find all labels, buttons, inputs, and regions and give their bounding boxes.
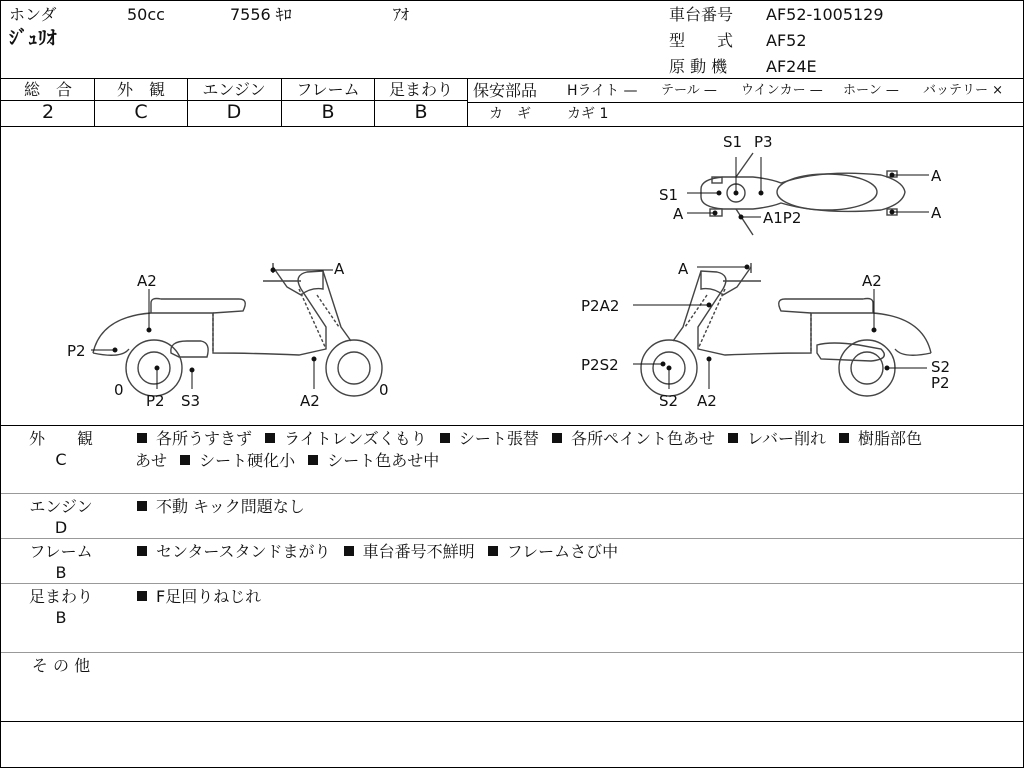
comment-item: シート色あせ中: [300, 451, 439, 470]
diagram-label: S2: [659, 392, 679, 410]
diagram-label: A1P2: [763, 209, 802, 227]
grade-suspension: B: [414, 101, 428, 123]
diagram-label: S1: [659, 186, 679, 204]
diagram-label: P3: [754, 133, 773, 151]
diagram-label: P2S2: [581, 356, 619, 374]
grade-suspension-label: 足まわり: [388, 80, 453, 99]
taillight-status: テール —: [661, 83, 717, 98]
comment-item: シート張替: [432, 429, 539, 448]
comment-item: 車台番号不鮮明: [336, 542, 475, 561]
divider: [1, 721, 1023, 722]
battery-status: バッテリー ×: [923, 83, 1004, 98]
grade-engine-label: エンジン: [202, 80, 266, 99]
key-label: カ ギ: [489, 106, 531, 122]
comment-item: シート硬化小: [172, 451, 295, 470]
comment-item: F足回りねじれ: [137, 587, 261, 606]
color: ｱｵ: [393, 5, 410, 24]
safety-parts-label: 保安部品: [473, 81, 538, 100]
comment-item: 不動 キック問題なし: [137, 497, 305, 516]
mileage: 7556 ｷﾛ: [230, 5, 292, 24]
diagram-label: A: [678, 260, 689, 278]
comment-engine-label: エンジン: [29, 497, 93, 516]
diagram-label: P2: [931, 374, 950, 392]
diagram-label: A: [931, 167, 942, 185]
diagram-label: A2: [137, 272, 157, 290]
exterior-items-line1: [137, 430, 922, 448]
scooter-right-view: [641, 263, 931, 396]
diagram-label: S3: [181, 392, 201, 410]
divider: [187, 78, 188, 126]
diagram-label: P2A2: [581, 297, 620, 315]
winker-status: ウインカー —: [741, 83, 823, 98]
comment-item: センタースタンドまがり: [137, 542, 331, 561]
grade-engine: D: [226, 101, 242, 123]
grade-exterior-label: 外 観: [116, 80, 165, 99]
grade-exterior: C: [134, 101, 148, 123]
comment-suspension-label: 足まわり: [28, 587, 93, 606]
diagram-label: A: [673, 205, 684, 223]
headlight-status: Hライト —: [567, 83, 638, 99]
grade-total-label: 総 合: [23, 80, 72, 99]
model-name: ｼﾞｭﾘｵ: [9, 27, 57, 49]
grade-frame: B: [321, 101, 335, 123]
comment-item: ライトレンズくもり: [257, 429, 427, 448]
model-type-label: 型 式: [669, 31, 734, 50]
divider: [1, 652, 1023, 653]
comment-frame-grade: B: [55, 563, 67, 582]
comment-suspension-grade: B: [55, 608, 67, 627]
divider: [374, 78, 375, 126]
comment-other-label: そ の 他: [31, 656, 91, 675]
comment-item: 樹脂部色: [831, 429, 922, 448]
divider: [467, 102, 1023, 103]
displacement: 50cc: [127, 5, 165, 24]
grade-frame-label: フレーム: [296, 80, 360, 99]
comment-item-continuation: あせ: [135, 451, 168, 470]
model-type: AF52: [766, 31, 807, 50]
divider: [1, 538, 1023, 539]
engine-items: [137, 498, 305, 516]
frame-number-label: 車台番号: [669, 5, 734, 24]
diagram-label: S2: [931, 358, 951, 376]
comment-exterior-grade: C: [55, 450, 67, 469]
diagram-label: S1: [723, 133, 743, 151]
engine-model-label: 原 動 機: [669, 57, 728, 76]
frame-number: AF52-1005129: [766, 5, 884, 24]
key-value: カギ 1: [567, 106, 609, 122]
diagram-label: 0: [114, 381, 124, 399]
grade-total: 2: [41, 101, 55, 123]
diagram-label: A2: [697, 392, 717, 410]
comment-exterior-label: 外 観: [28, 429, 93, 448]
comment-item: 各所ペイント色あせ: [544, 429, 715, 448]
engine-model: AF24E: [766, 57, 817, 76]
diagram-label: A: [931, 204, 942, 222]
maker: ホンダ: [9, 5, 57, 24]
scooter-top-view: [701, 153, 905, 235]
exterior-items-line2: [135, 452, 439, 470]
diagram-label: P2: [67, 342, 86, 360]
divider: [1, 78, 1023, 79]
comment-item: フレームさび中: [480, 542, 618, 561]
divider: [94, 78, 95, 126]
comment-frame-label: フレーム: [29, 542, 93, 561]
diagram-label: 0: [379, 381, 389, 399]
comment-item: レバー削れ: [720, 429, 826, 448]
divider: [1, 583, 1023, 584]
suspension-items: [137, 588, 261, 606]
horn-status: ホーン —: [843, 83, 899, 98]
comment-item: 各所うすきず: [137, 429, 252, 448]
diagram-label: A: [334, 260, 345, 278]
diagram-label: P2: [146, 392, 165, 410]
frame-items: [137, 543, 618, 561]
divider: [1, 425, 1023, 426]
diagram-label: A2: [300, 392, 320, 410]
divider: [281, 78, 282, 126]
comment-engine-grade: D: [54, 518, 68, 537]
diagram-label: A2: [862, 272, 882, 290]
divider: [1, 493, 1023, 494]
